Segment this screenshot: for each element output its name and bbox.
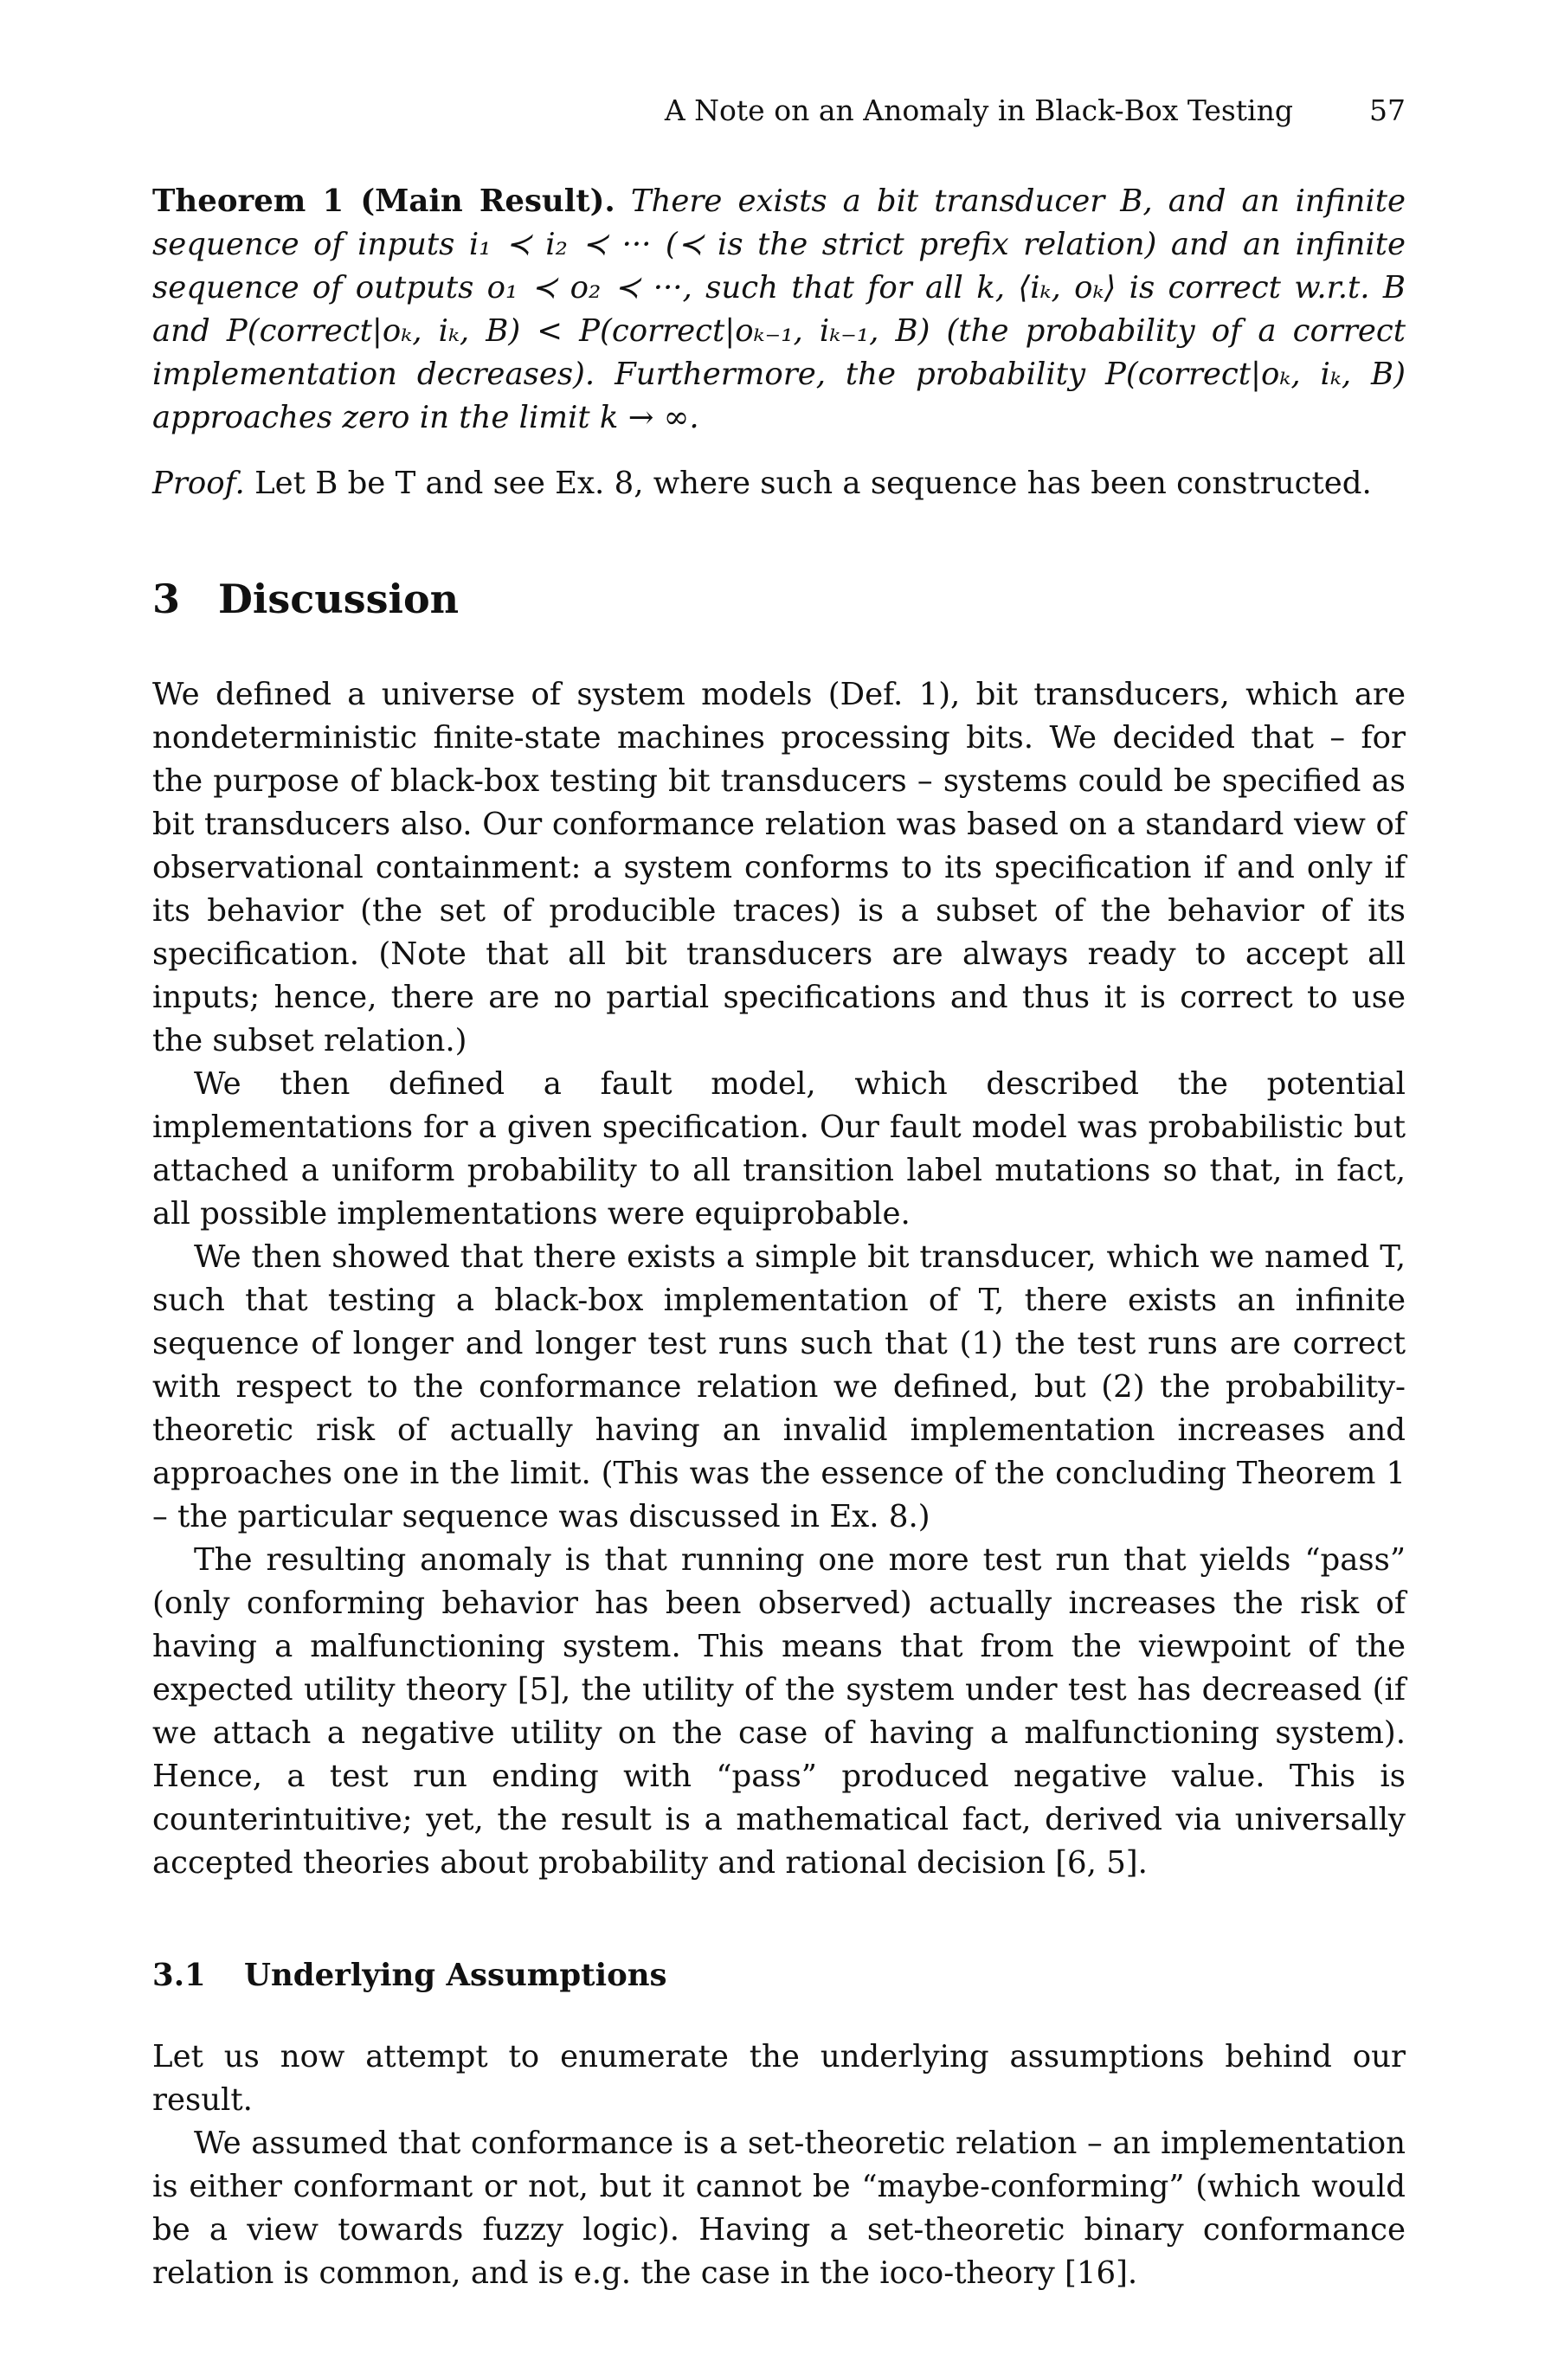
section-number: 3	[152, 576, 181, 622]
proof-block	[152, 462, 1406, 505]
running-header	[152, 93, 1406, 142]
section-body	[152, 673, 1406, 1885]
theorem-block	[152, 180, 1406, 440]
theorem-label: Theorem 1 (Main Result).	[152, 183, 615, 219]
page-number: 57	[1369, 93, 1406, 127]
paragraph: We then defined a fault model, which described the potential implementations for a given specification. Our fault model was probabilistic but attached a uniform probability to all transition label mutations so that, in fact, all possible implementations were equiprobable.	[152, 1066, 1406, 1232]
paragraph: We assumed that conformance is a set-theoretic relation – an implementation is either conformant or not, but it cannot be “maybe-conforming” (which would be a view towards fuzzy logic). Having a set-theoretic binary conformance relation is common, and is e.g. the case in the ioco-theory [16].	[152, 2126, 1406, 2291]
paragraph: The resulting anomaly is that running one more test run that yields “pass” (only conforming behavior has been observed) actually increases the risk of having a malfunctioning system. This means that from the viewpoint of the expected utility theory [5], the utility of the system under test has decreased (if we attach a negative utility on the case of having a malfunctioning system). Hence, a test run ending with “pass” produced negative value. This is counterintuitive; yet, the result is a mathematical fact, derived via universally accepted theories about probability and rational decision [6, 5].	[152, 1542, 1406, 1881]
paragraph: We then showed that there exists a simple bit transducer, which we named T, such that testing a black-box implementation of T, there exists an infinite sequence of longer and longer test runs such that (1) the test runs are correct with respect to the conformance relation we defined, but (2) the probability-theoretic risk of actually having an invalid implementation increases and approaches one in the limit. (This was the essence of the concluding Theorem 1 – the particular sequence was discussed in Ex. 8.)	[152, 1239, 1406, 1534]
subsection-heading	[152, 1954, 1406, 1997]
proof-label: Proof.	[152, 466, 245, 501]
paragraph: We defined a universe of system models (Def. 1), bit transducers, which are nondeterministic finite-state machines processing bits. We decided that – for the purpose of black-box testing bit transducers – systems could be specified as bit transducers also. Our conformance relation was based on a standard view of observational containment: a system conforms to its specification if and only if its behavior (the set of producible traces) is a subset of the behavior of its specification. (Note that all bit transducers are always ready to accept all inputs; hence, there are no partial specifications and thus it is correct to use the subset relation.)	[152, 677, 1406, 1058]
section-title: Discussion	[218, 576, 460, 622]
section-heading	[152, 573, 1406, 625]
subsection-number: 3.1	[152, 1958, 206, 1993]
paper-page	[152, 93, 1406, 2295]
paragraph: Let us now attempt to enumerate the underlying assumptions behind our result.	[152, 2039, 1406, 2118]
theorem-statement: There exists a bit transducer B, and an infinite sequence of inputs i₁ ≺ i₂ ≺ ··· (≺ is the strict prefix relation) and an infinite sequence of outputs o₁ ≺ o₂ ≺ ···, such that for all k, ⟨iₖ, oₖ⟩ is correct w.r.t. B and P(correct|oₖ, iₖ, B) < P(correct|oₖ₋₁, iₖ₋₁, B) (the probability of a correct implementation decreases). Furthermore, the probability P(correct|oₖ, iₖ, B) approaches zero in the limit k → ∞.	[152, 183, 1406, 435]
proof-text: Let B be T and see Ex. 8, where such a sequence has been constructed.	[254, 466, 1372, 501]
subsection-body	[152, 2036, 1406, 2295]
running-title: A Note on an Anomaly in Black-Box Testing	[664, 93, 1293, 127]
subsection-title: Underlying Assumptions	[244, 1958, 667, 1993]
